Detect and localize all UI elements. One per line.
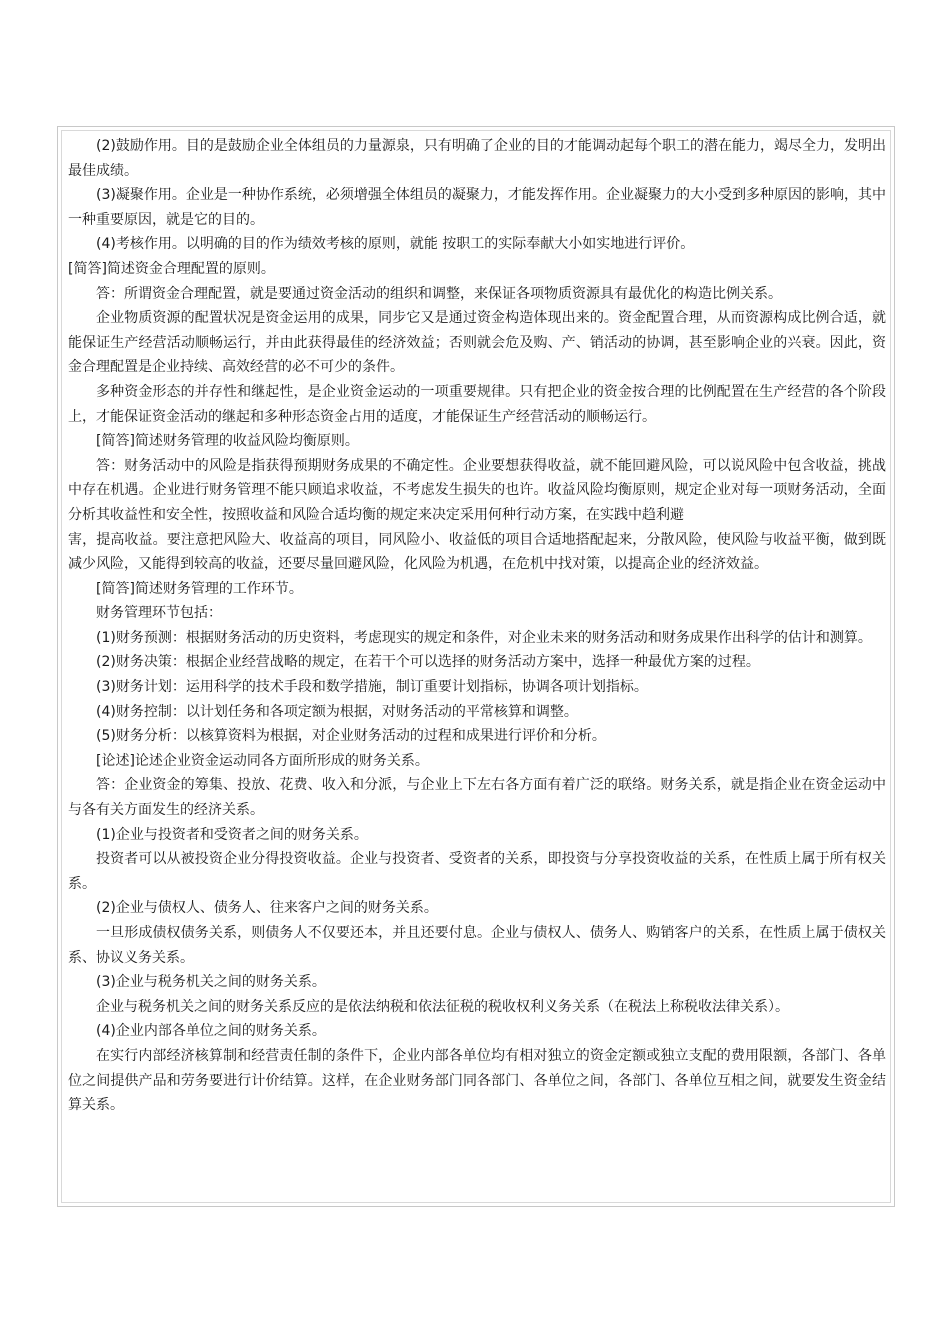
paragraph: [简答]简述资金合理配置的原则。	[68, 260, 275, 277]
document-body	[68, 134, 886, 1118]
paragraph: 企业与税务机关之间的财务关系反应的是依法纳税和依法征税的税收权利义务关系（在税法上称税收法律关系）。	[96, 998, 789, 1015]
paragraph: 答：企业资金的筹集、投放、花费、收入和分派，与企业上下左右各方面有着广泛的联络。财务关系，就是指企业在资金运动中与各有关方面发生的经济关系。	[68, 777, 886, 819]
paragraph: 在实行内部经济核算制和经营责任制的条件下，企业内部各单位均有相对独立的资金定额或独立支配的费用限额，各部门、各单位之间提供产品和劳务要进行计价结算。这样，在企业财务部门同各部门、各单位之间，各部门、各单位互相之间，就要发生资金结算关系。	[68, 1047, 886, 1114]
paragraph: (1)企业与投资者和受资者之间的财务关系。	[96, 826, 368, 843]
paragraph: [论述]论述企业资金运动同各方面所形成的财务关系。	[96, 752, 429, 769]
paragraph: [简答]简述财务管理的工作环节。	[96, 580, 303, 597]
paragraph: (4)财务控制：以计划任务和各项定额为根据，对财务活动的平常核算和调整。	[96, 703, 578, 720]
paragraph: (3)凝聚作用。企业是一种协作系统，必须增强全体组员的凝聚力，才能发挥作用。企业凝聚力的大小受到多种原因的影响，其中一种重要原因，就是它的目的。	[68, 187, 886, 228]
paragraph: (2)鼓励作用。目的是鼓励企业全体组员的力量源泉，只有明确了企业的目的才能调动起每个职工的潜在能力，竭尽全力，发明出最佳成绩。	[68, 138, 886, 179]
paragraph: (4)企业内部各单位之间的财务关系。	[96, 1023, 326, 1040]
paragraph: (2)企业与债权人、债务人、往来客户之间的财务关系。	[96, 900, 438, 917]
paragraph: (1)财务预测：根据财务活动的历史资料，考虑现实的规定和条件，对企业未来的财务活动和财务成果作出科学的估计和测算。	[96, 629, 872, 646]
paragraph: [简答]简述财务管理的收益风险均衡原则。	[96, 433, 359, 450]
paragraph: 财务管理环节包括：	[96, 605, 222, 622]
paragraph: (3)财务计划：运用科学的技术手段和数学措施，制订重要计划指标，协调各项计划指标。	[96, 679, 648, 696]
paragraph: 一旦形成债权债务关系，则债务人不仅要还本，并且还要付息。企业与债权人、债务人、购销客户的关系，在性质上属于债权关系、协议义务关系。	[68, 925, 886, 966]
paragraph: (2)财务决策：根据企业经营战略的规定，在若干个可以选择的财务活动方案中，选择一种最优方案的过程。	[96, 654, 760, 671]
paragraph: 答：所谓资金合理配置，就是要通过资金活动的组织和调整，来保证各项物质资源具有最优化的构造比例关系。	[96, 285, 782, 302]
paragraph: 害，提高收益。要注意把风险大、收益高的项目，同风险小、收益低的项目合适地搭配起来，分散风险，使风险与收益平衡，做到既减少风险，又能得到较高的收益，还要尽量回避风险，化风险为机遇，在危机中找对策，以提高企业的经济效益。	[68, 531, 886, 573]
document-frame	[57, 126, 895, 1207]
paragraph: 答：财务活动中的风险是指获得预期财务成果的不确定性。企业要想获得收益，就不能回避风险，可以说风险中包含收益，挑战中存在机遇。企业进行财务管理不能只顾追求收益，不考虑发生损失的也许。收益风险均衡原则，规定企业对每一项财务活动，全面分析其收益性和安全性，按照收益和风险合适均衡的规定来决定采用何种行动方案，在实践中趋利避	[68, 457, 886, 523]
paragraph: 企业物质资源的配置状况是资金运用的成果，同步它又是通过资金构造体现出来的。资金配置合理，从而资源构成比例合适，就能保证生产经营活动顺畅运行，并由此获得最佳的经济效益；否则就会危及购、产、销活动的协调，甚至影响企业的兴衰。因此，资金合理配置是企业持续、高效经营的必不可少的条件。	[68, 310, 886, 376]
paragraph: (5)财务分析：以核算资料为根据，对企业财务活动的过程和成果进行评价和分析。	[96, 728, 606, 745]
paragraph: 多种资金形态的并存性和继起性，是企业资金运动的一项重要规律。只有把企业的资金按合理的比例配置在生产经营的各个阶段上，才能保证资金活动的继起和多种形态资金占用的适度，才能保证生产经营活动的顺畅运行。	[68, 383, 886, 425]
paragraph: (3)企业与税务机关之间的财务关系。	[96, 974, 326, 991]
paragraph: (4)考核作用。以明确的目的作为绩效考核的原则，就能 按职工的实际奉献大小如实地进行评价。	[96, 236, 695, 253]
document-inner-border	[61, 130, 891, 1203]
paragraph: 投资者可以从被投资企业分得投资收益。企业与投资者、受资者的关系，即投资与分享投资收益的关系，在性质上属于所有权关系。	[68, 851, 886, 892]
